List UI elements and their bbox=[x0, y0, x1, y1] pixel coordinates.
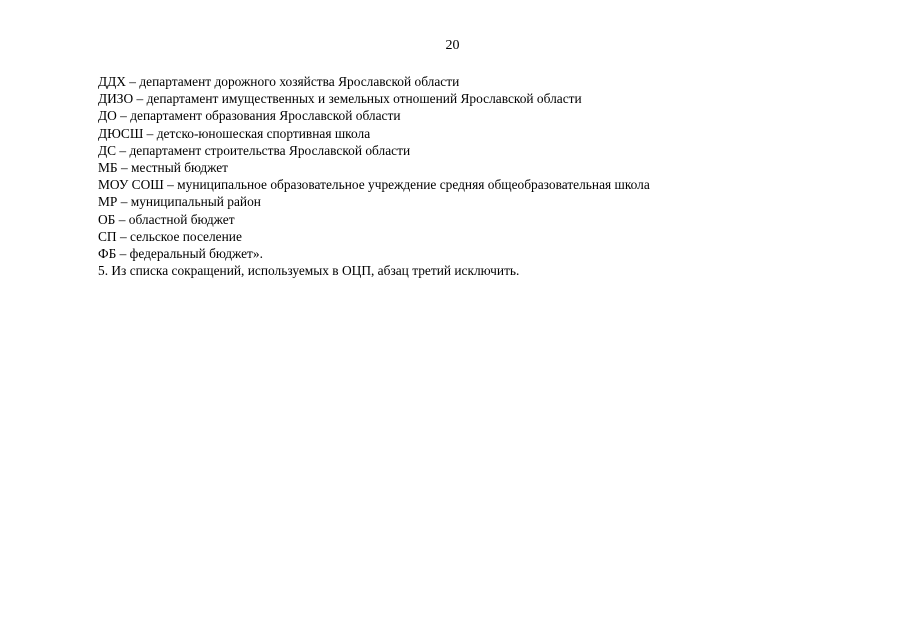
abbreviation-line-sp: СП – сельское поселение bbox=[98, 228, 242, 244]
abbreviation-line-ob: ОБ – областной бюджет bbox=[98, 211, 235, 227]
abbreviation-line-dizo: ДИЗО – департамент имущественных и земельных отношений Ярославской области bbox=[98, 91, 582, 107]
abbreviation-line-mb: МБ – местный бюджет bbox=[98, 160, 229, 176]
abbreviation-line-mou-sosh: МОУ СОШ – муниципальное образовательное учреждение средняя общеобразовательная школа bbox=[98, 177, 650, 193]
abbreviation-line-dyussh: ДЮСШ – детско-юношеская спортивная школа bbox=[98, 125, 371, 141]
abbreviation-line-ds: ДС – департамент строительства Ярославской области bbox=[98, 142, 411, 158]
abbreviation-line-ddh: ДДХ – департамент дорожного хозяйства Ярославской области bbox=[98, 74, 460, 89]
abbreviation-line-do: ДО – департамент образования Ярославской области bbox=[98, 108, 401, 124]
abbreviation-list bbox=[98, 73, 650, 279]
page-number: 20 bbox=[445, 38, 460, 53]
abbreviation-line-fb: ФБ – федеральный бюджет». bbox=[98, 246, 263, 262]
abbreviation-line-mr: МР – муниципальный район bbox=[98, 194, 261, 210]
amendment-item-5: 5. Из списка сокращений, используемых в ОЦП, абзац третий исключить. bbox=[98, 263, 520, 279]
